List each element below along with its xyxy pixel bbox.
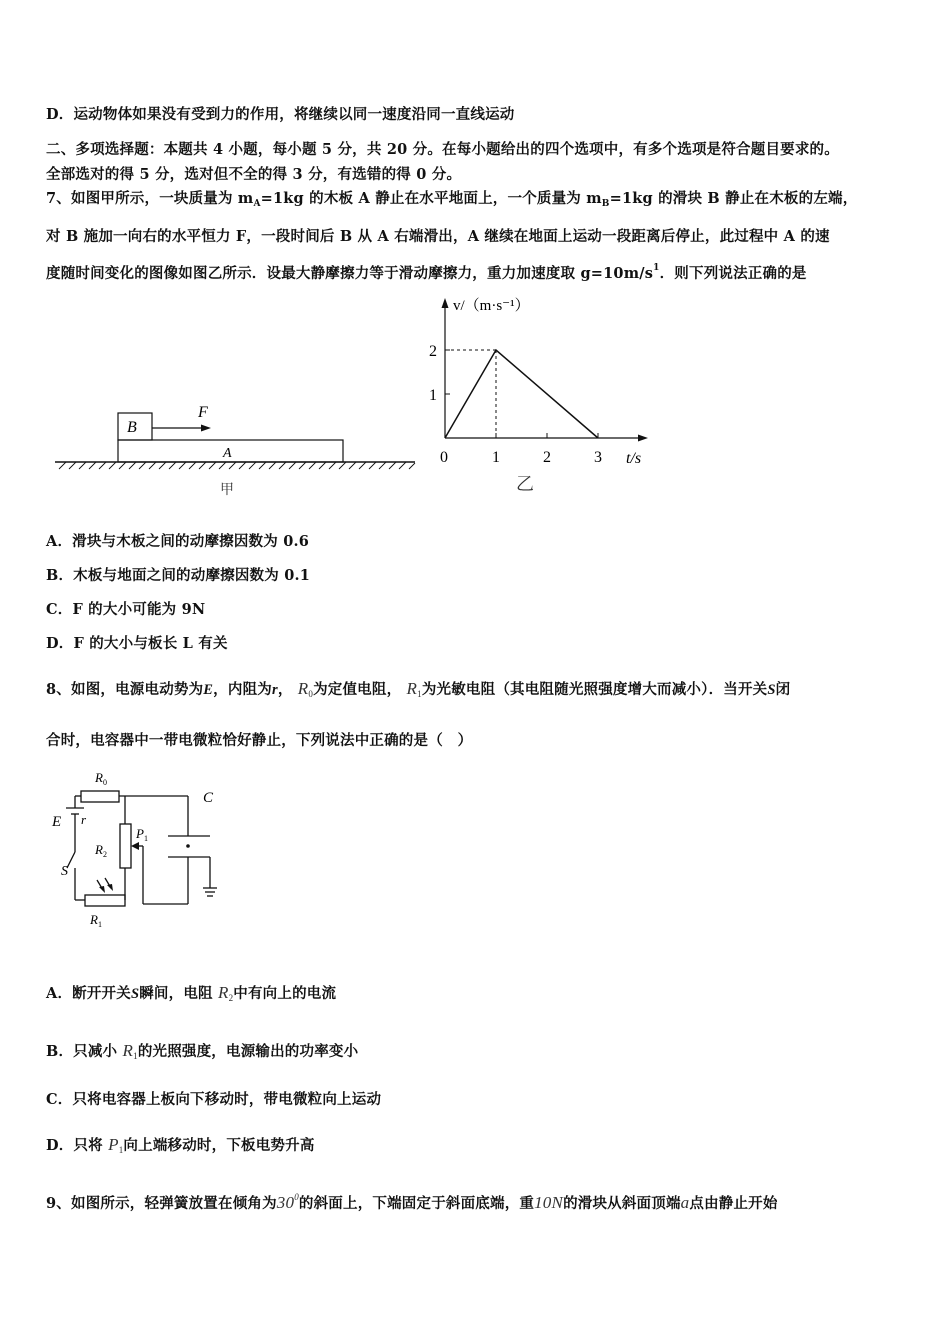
light-arrow-1 [99,886,105,893]
circuit-label-r: r [81,812,87,827]
circuit-label-r0: $R_0$ [95,770,107,787]
circuit-label-e: E [52,814,62,830]
light-arrow-2 [107,884,113,891]
series-line-0 [445,350,598,438]
board-a-label: A [223,446,232,461]
resistor-r1 [85,895,125,906]
resistor-r2 [120,824,131,868]
q7-stem-line3: 度随时间变化的图像如图乙所示．设最大静摩擦力等于滑动摩擦力，重力加速度取 $g=10m/s^1$．则下列说法正确的是 [46,263,807,282]
x-tick-label-1: 1 [492,449,500,466]
q7-option-a: A．滑块与木板之间的动摩擦因数为 0.6 [46,533,310,550]
circuit-label-r1: $R_1$ [90,912,102,929]
y-axis-arrow [442,298,449,308]
q7-option-b: B．木板与地面之间的动摩擦因数为 0.1 [46,567,311,584]
x-tick-label-3: 3 [594,449,602,466]
figure-yi-vt-chart [420,290,660,500]
point-a-label: a [680,1193,690,1212]
q9-stem-line1: 9、如图所示，轻弹簧放置在倾角为$30^0$的斜面上，下端固定于斜面底端，重10N的滑块从斜面顶端a点由静止开始 [46,1192,778,1212]
x-axis-label: t/s [626,450,642,467]
q6-option-d: D．运动物体如果没有受到力的作用，将继续以同一速度沿同一直线运动 [46,106,515,123]
q7-stem-line1: 7、如图甲所示，一块质量为 $m_A=1kg$ 的木板 A 静止在水平地面上，一个质量为 $m_B=1kg$ 的滑块 B 静止在木板的左端， [46,190,858,209]
symbol-r2: $R_2$ [217,983,234,1003]
circuit-label-p1: $P_1$ [136,826,148,843]
circuit-label-c: C [203,790,214,806]
x-tick-label-2: 2 [543,449,551,466]
charged-particle [186,844,190,848]
y-tick-label-2: 2 [429,343,437,360]
angle-value: $30^0$ [276,1192,299,1212]
q7-option-c: C．F 的大小可能为 9N [46,601,206,618]
q8-option-a: A．断开开关S瞬间，电阻 $R_2$中有向上的电流 [46,983,337,1003]
figure-jia-block-on-board [55,400,420,500]
symbol-r1-option-b: $R_1$ [122,1041,138,1061]
slider-p1-arrow [131,842,139,850]
origin-label: 0 [440,449,448,466]
force-label: F [198,404,208,421]
section2-header-line2: 全部选对的得 5 分，选对但不全的得 3 分，有选错的得 0 分。 [46,166,462,183]
force-arrow-head [201,425,211,432]
figure-q8-circuit [45,760,245,935]
q8-option-d: D．只将 $P_1$向上端移动时，下板电势升高 [46,1135,315,1155]
q8-stem-line1: 8、如图，电源电动势为E，内阻为r， $R_0$为定值电阻， $R_1$为光敏电阻（其电阻随光照强度增大而减小）．当开关S闭 [46,679,791,699]
symbol-r1: $R_1$ [406,679,422,699]
q8-option-c: C．只将电容器上板向下移动时，带电微粒向上运动 [46,1091,382,1108]
section2-header-line1: 二、多项选择题：本题共 4 小题，每小题 5 分，共 20 分。在每小题给出的四个选项中，有多个选项是符合题目要求的。 [46,141,839,158]
q7-option-d: D．F 的大小与板长 L 有关 [46,635,228,652]
y-axis-label: v/（m·s⁻¹） [453,298,530,314]
resistor-r0 [81,791,119,802]
q8-option-b: B．只减小 $R_1$的光照强度，电源输出的功率变小 [46,1041,359,1061]
symbol-r0: $R_0$ [297,679,314,699]
y-tick-label-1: 1 [429,387,437,404]
q8-stem-line2: 合时，电容器中一带电微粒恰好静止，下列说法中正确的是（ ） [46,732,473,749]
circuit-label-r2: $R_2$ [95,842,107,859]
circuit-label-s: S [61,864,68,879]
x-axis-arrow [638,435,648,442]
figure-yi-caption: 乙 [516,474,534,494]
figure-jia-caption: 甲 [220,483,234,498]
block-b-label: B [127,419,137,436]
symbol-p1: $P_1$ [108,1135,124,1155]
weight-value: 10N [534,1193,564,1212]
q7-stem-line2: 对 B 施加一向右的水平恒力 F，一段时间后 B 从 A 右端滑出，A 继续在地面上运动一段距离后停止，此过程中 A 的速 [46,228,830,245]
